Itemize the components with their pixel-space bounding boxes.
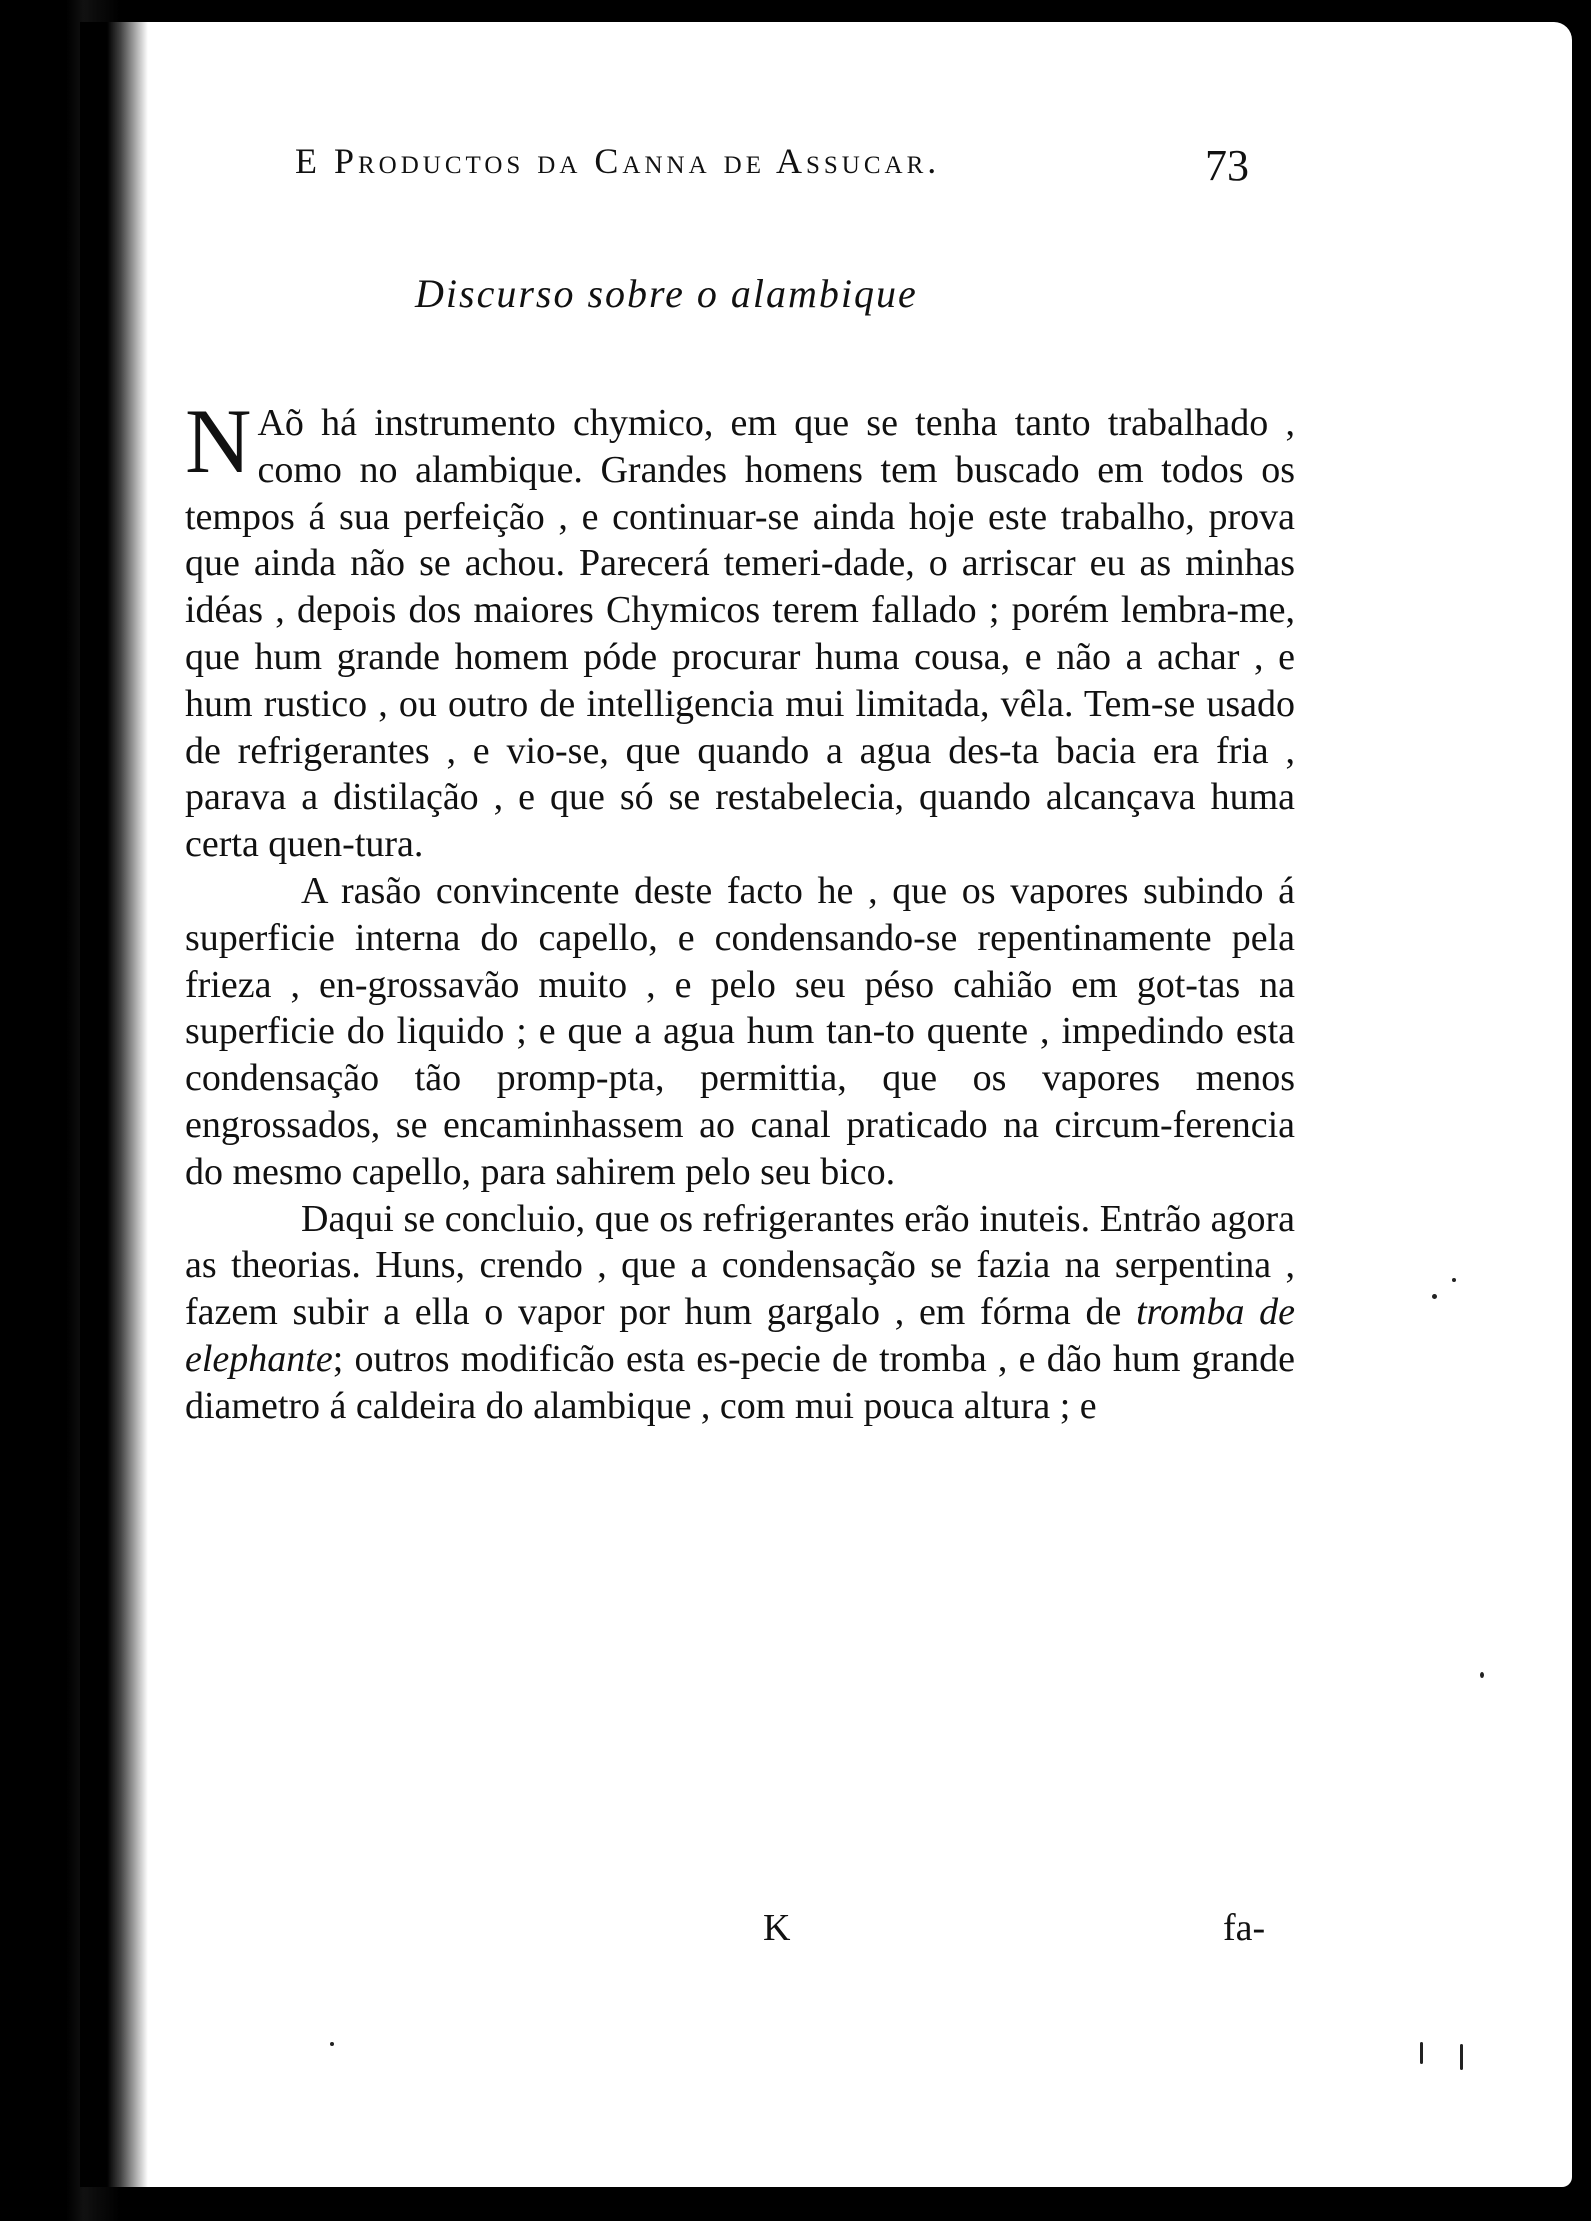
ink-speck xyxy=(1432,1294,1437,1299)
ink-speck xyxy=(1420,2042,1423,2064)
signature-mark: K xyxy=(763,1907,791,1949)
paragraph-3-text-b: ; outros modificão esta es-pecie de tromba , e dão hum grande diametro á caldeira do alambique , com mui pouca altura ; e xyxy=(185,1337,1295,1427)
paragraph-2: A rasão convincente deste facto he , que os vapores subindo á superficie interna do capello, e condensando-se repentinamente pela frieza , en-grossavão muito , e pelo seu péso cahião em got-tas na superficie do liquido ; e que a agua hum tan-to quente , impedindo esta condensação tão promp-pta, permittia, que os vapores menos engrossados, se encaminhassem ao canal praticado na circum-ferencia do mesmo capello, para sahirem pelo seu bico. xyxy=(185,869,1295,1193)
ink-speck xyxy=(1452,1278,1456,1282)
paragraph-1-text: Aõ há instrumento chymico, em que se tenha tanto trabalhado , como no alambique. Grandes homens tem buscado em todos os tempos á sua perfeição , e continuar-se ainda hoje este trabalho, prova que ainda não se achou. Parecerá temeri-dade, o arriscar eu as minhas idéas , depois dos maiores Chymicos terem fallado ; porém lembra-me, que hum grande homem póde procurar huma cousa, e não a achar , e hum rustico , ou outro de intelligencia mui limitada, vêla. Tem-se usado de refrigerantes , e vio-se, que quando a agua des-ta bacia era fria , parava a distilação , e que só se restabelecia, quando alcançava huma certa quen-tura. xyxy=(185,402,1295,866)
ink-speck xyxy=(1460,2044,1463,2070)
paragraph-3-text-a: Daqui se concluio, que os refrigerantes erão inuteis. Entrão agora as theorias. Huns, crendo , que a condensação se fazia na serpentina , fazem subir a ella o vapor por hum gargalo , em fórma de xyxy=(185,1197,1295,1334)
paragraph-3 xyxy=(185,1196,1295,1430)
running-head: E Productos da Canna de Assucar. xyxy=(295,141,941,181)
page-number: 73 xyxy=(1205,141,1249,190)
book-page xyxy=(80,22,1572,2187)
ink-speck xyxy=(330,2042,334,2046)
ink-speck xyxy=(1480,1672,1484,1678)
paragraph-3-italic-phrase: tromba de elephante xyxy=(185,1291,1295,1380)
paragraph-1 xyxy=(185,390,1295,868)
section-title: Discurso sobre o alambique xyxy=(415,271,918,316)
body-text xyxy=(185,390,1295,1430)
page-footer xyxy=(185,1906,1295,1956)
catchword: fa- xyxy=(1223,1907,1266,1949)
drop-cap-initial: N xyxy=(185,390,252,492)
binding-gutter-shadow xyxy=(80,22,148,2187)
